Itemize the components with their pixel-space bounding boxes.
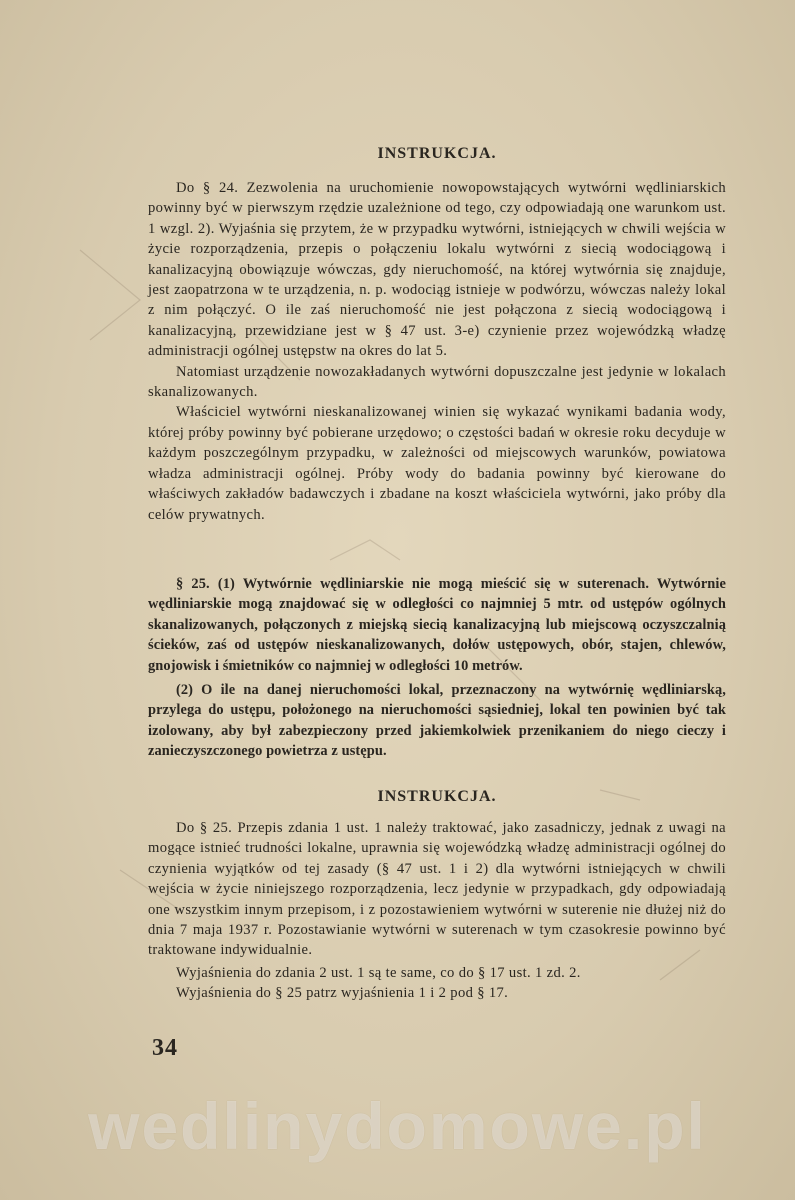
paragraph-25-1: § 25. (1) Wytwórnie wędliniarskie nie mogą mieścić się w suterenach. Wytwórnie wędliniarskie mogą znajdować się w odległości co najmniej 5 mtr. od ustępów ogólnych skanalizowanych, połączonych z miejską siecią kanalizacyjną lub miejscową oczyszczalnią ścieków, zaś od ustępów nieskanalizowanych, dołów ustępowych, obór, stajen, chlewów, gnojowisk i śmietników co najmniej w odległości 10 metrów. <box>148 576 726 674</box>
page-number: 34 <box>152 1035 178 1061</box>
heading-instrukcja-1: INSTRUKCJA. <box>377 145 497 162</box>
paragraph-24-main: Do § 24. Zezwolenia na uruchomienie nowopowstających wytwórni wędliniarskich powinny być w pierwszym rzędzie uzależnione od tego, czy odpowiadają one warunkom ust. 1 wzgl. 2). Wyjaśnia się przytem, że w przypadku wytwórni, istniejących w chwili wejścia w życie rozporządzenia, przepis o połączeniu lokalu wytwórni z siecią wodociągową i kanalizacyjną obowiązuje wówczas, gdy nieruchomość, na której wytwórnia się znajduje, jest zaopatrzona w te urządzenia, n. p. wodociąg istnieje w podwórzu, wówczas należy lokal z nim połączyć. O ile zaś nieruchomość nie jest połączona z siecią wodociągową i kanalizacyjną, przewidziane jest w § 47 ust. 3-e) czynienie przez wojewódzką władzę administracji ogólnej ustępstw na okres do lat 5. <box>148 180 726 360</box>
watermark-text: wedlinydomowe.pl <box>88 1089 707 1163</box>
paragraph-instr-25-main: Do § 25. Przepis zdania 1 ust. 1 należy traktować, jako zasadniczy, jednak z uwagi na mogące istnieć trudności lokalne, uprawnia się wojewódzką władzę administracji ogólnej do czynienia wyjątków od tej zasady (§ 47 ust. 1 i 2) dla wytwórni istniejących w chwili wejścia w życie niniejszego rozporządzenia, lecz jedynie w przypadkach, gdy odpowiadają one wszystkim innym przepisom, i z pozostawieniem wytwórni w suterenie nie dłużej niż do dnia 7 maja 1937 r. Pozostawianie wytwórni w suterenach w tym czasokresie powinno być traktowane indywidualnie. <box>148 820 726 959</box>
section-24-text <box>148 178 726 525</box>
paragraph-24-natomiast: Natomiast urządzenie nowozakładanych wytwórni dopuszczalne jest jedynie w lokalach skanalizowanych. <box>148 363 726 401</box>
instruction-25-block <box>148 788 726 806</box>
paragraph-instr-25-wyjasnienia-2: Wyjaśnienia do § 25 patrz wyjaśnienia 1 i 2 pod § 17. <box>176 985 509 1002</box>
paragraph-instr-25-wyjasnienia-1: Wyjaśnienia do zdania 2 ust. 1 są te same, co do § 17 ust. 1 zd. 2. <box>176 964 581 981</box>
heading-instrukcja-2: INSTRUKCJA. <box>377 788 497 805</box>
instruction-24-block <box>148 145 726 163</box>
paragraph-25-2: (2) O ile na danej nieruchomości lokal, przeznaczony na wytwórnię wędliniarską, przylega do ustępu, położonego na nieruchomości sąsiedniej, lokal ten powinien być tak izolowany, aby był zabezpieczony przed jakiemkolwiek przenikaniem do niego cieczy i zanieczyszczonego powietrza z ustępu. <box>148 682 726 760</box>
instruction-25-text <box>148 818 726 1004</box>
paragraph-24-wlasciciel: Właściciel wytwórni nieskanalizowanej winien się wykazać wynikami badania wody, której próby powinny być pobierane urzędowo; o częstości badań w okresie roku decyduje w każdym poszczególnym przypadku, w zależności od miejscowych warunków, powiatowa władza administracji ogólnej. Próby wody do badania powinny być kierowane do właściwych zakładów badawczych i zbadane na koszt właściciela wytwórni, jako próby dla celów prywatnych. <box>148 404 726 523</box>
section-25-text <box>148 574 726 762</box>
